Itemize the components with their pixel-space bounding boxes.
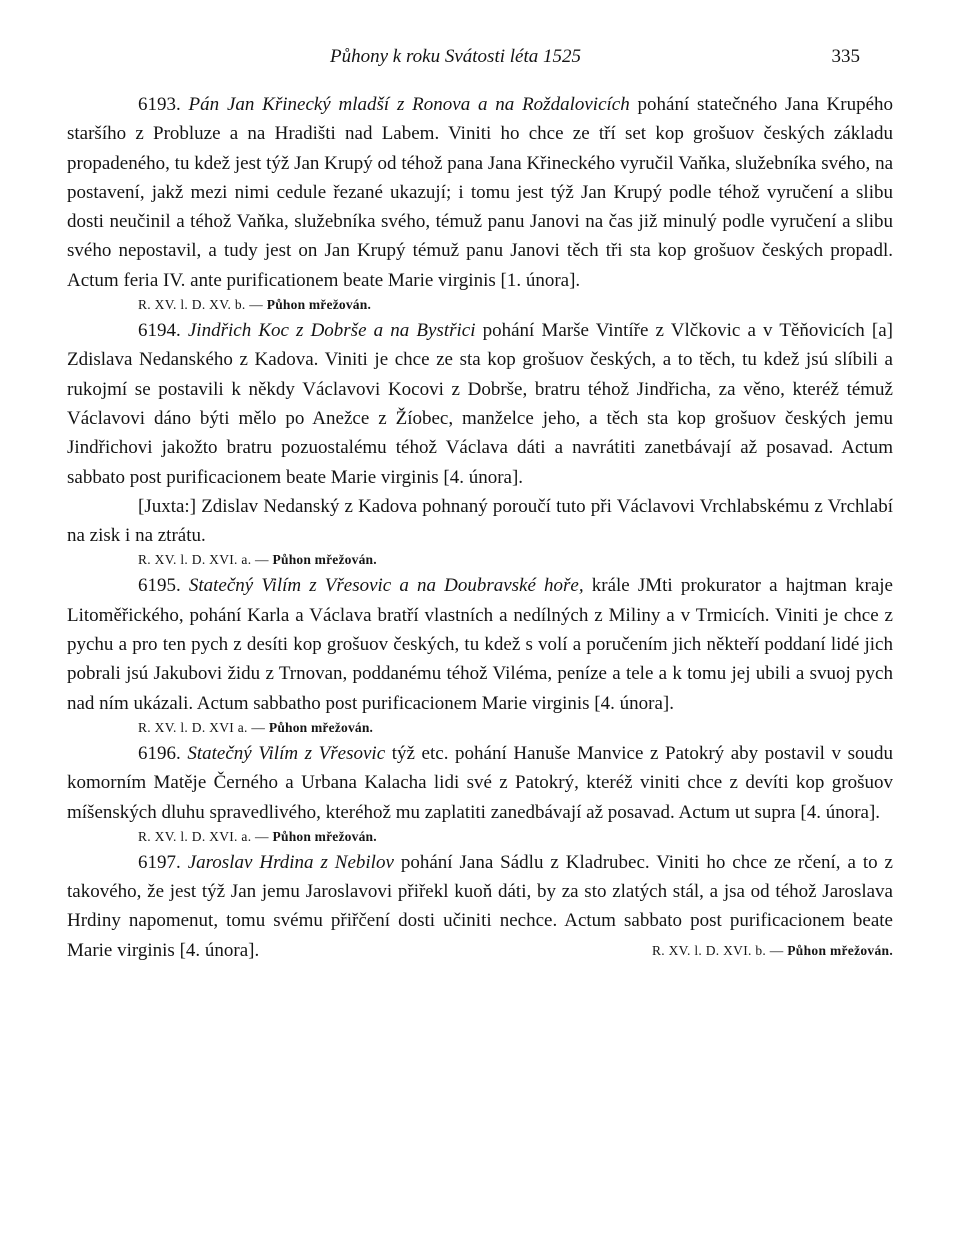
entry-text: pohání Jana Sádlu z Kladrubec. Viniti ho chce ze rčení, a to z takového, že jest týž Jan jemu Jaroslavovi přiřekl kuoň dáti, by za sto zlatých stál, a jsa od téhož Jaroslava Hrdiny napomenut, tomu svému přiřčení dosti učiniti nechce. Actum sabbato post purificacionem beate Marie virginis [4. února]. xyxy=(67,851,893,961)
entry-text: pohání Marše Vintíře z Vlčkovic a v Těňovicích [a] Zdislava Nedanského z Kadova. Viniti je chce ze sta kop grošuov českých, a to těch, tu kdež jsú slíbili a rukojmí se postavili k někdy Václavovi Kocovi z Dobrše, bratru téhož Jindřicha, za věno, kteréž témuž Václavovi dáno býti mělo po Anežce z Žíobec, manželce jeho, a těch sta kop grošuov českých jemu Jindřichovi jakožto bratru pozuostalému téhož Václava dáti a navrátiti zanetbávají až posavad. Actum sabbato post purificacionem beate Marie virginis [4. února]. xyxy=(67,320,894,488)
signature-reference: R. XV. l. D. XV. b. — xyxy=(138,297,264,313)
entry-name: Jaroslav Hrdina z Nebilov xyxy=(187,851,394,873)
entry-6193 xyxy=(67,90,893,295)
entry-signature xyxy=(67,718,893,739)
signature-note: Půhon mřežován. xyxy=(266,297,372,313)
entry-6195 xyxy=(67,571,893,717)
entry-text: týž etc. pohání Hanuše Manvice z Patokrý aby postavil v soudu komorním Matěje Černého a Urbana Kalacha lidi své z Patokrý, kteréž viniti chce z devíti kop grošuov míšenských dluhu spravedlivého, kteréhož mu zaplatiti zanedbávají až posavad. Actum ut supra [4. února]. xyxy=(67,742,894,823)
running-head-title: Půhony k roku Svátosti léta 1525 xyxy=(330,46,581,67)
entry-number: 6193. xyxy=(138,94,181,115)
entry-name: Pán Jan Křinecký mladší z Ronova a na Roždalovicích xyxy=(188,94,630,115)
entry-6196 xyxy=(67,739,893,827)
entry-6197 xyxy=(67,848,893,965)
signature-reference: R. XV. l. D. XVI. a. — xyxy=(138,828,269,844)
signature-note: Půhon mřežován. xyxy=(787,942,893,958)
entry-signature xyxy=(67,295,893,316)
entry-signature xyxy=(581,936,893,965)
signature-reference: R. XV. l. D. XVI a. — xyxy=(138,719,266,735)
entry-name: Jindřich Koc z Dobrše a na Bystřici xyxy=(187,320,476,342)
signature-reference: R. XV. l. D. XVI. b. — xyxy=(651,942,784,958)
body-text xyxy=(67,90,893,965)
entry-text: krále JMti prokurator a hajtman kraje Litoměřického, pohání Karla a Václava bratří vlastních a nedílných z Miliny a v Trmicích. Viniti je chce z pychu a pro ten pych z desíti kop grošuov českých, tu kdež s volí a poručením jich někteří poddaní lidé jich pobrali jsú Jakubovi židu z Trnovan, poddanému téhož Viléma, peníze a tele a k tomu jej ubili a svuoj pych nad ním ukázali. Actum sabbatho post purificacionem Marie virginis [4. února]. xyxy=(67,575,893,714)
page-number: 335 xyxy=(831,46,860,67)
signature-note: Půhon mřežován. xyxy=(272,552,377,568)
signature-note: Půhon mřežován. xyxy=(268,719,374,735)
running-head xyxy=(330,46,860,70)
entry-name: Statečný Vilím z Vřesovic xyxy=(187,742,386,764)
entry-6194 xyxy=(67,316,893,492)
entry-text: pohání statečného Jana Krupého staršího z Probluze a na Hradišti nad Labem. Viniti ho chce ze tří set kop grošuov českých základu propadeného, tu kdež jest týž Jan Krupý od téhož pana Jana Křineckého vyručil Vaňka, služebníka svého, na postavení, jakž mezi nimi cedule řezané ukazují; i tomu jest týž Jan Krupý podle téhož vyručení a slibu dosti neučinil a téhož Vaňka, služebníka svého, témuž panu Janovi na čas již minulý podle vyručení a slibu svého nepostavil, a tudy jest on Jan Krupý témuž panu Janovi těch tři sta kop grošuov českých propadl. Actum feria IV. ante purificationem beate Marie virginis [1. února]. xyxy=(67,94,894,291)
entry-number: 6194. xyxy=(138,320,181,342)
entry-signature xyxy=(67,550,893,571)
entry-number: 6197. xyxy=(138,851,181,873)
signature-reference: R. XV. l. D. XVI. a. — xyxy=(138,552,269,568)
entry-juxta: [Juxta:] Zdislav Nedanský z Kadova pohnaný poroučí tuto při Václavovi Vrchlabskému z Vrchlabí na zisk i na ztrátu. xyxy=(67,495,893,547)
entry-name: Statečný Vilím z Vřesovic a na Doubravské hoře, xyxy=(188,575,584,597)
entry-signature xyxy=(67,827,893,848)
entry-number: 6196. xyxy=(138,742,181,764)
signature-note: Půhon mřežován. xyxy=(272,828,377,844)
entry-number: 6195. xyxy=(138,575,181,597)
